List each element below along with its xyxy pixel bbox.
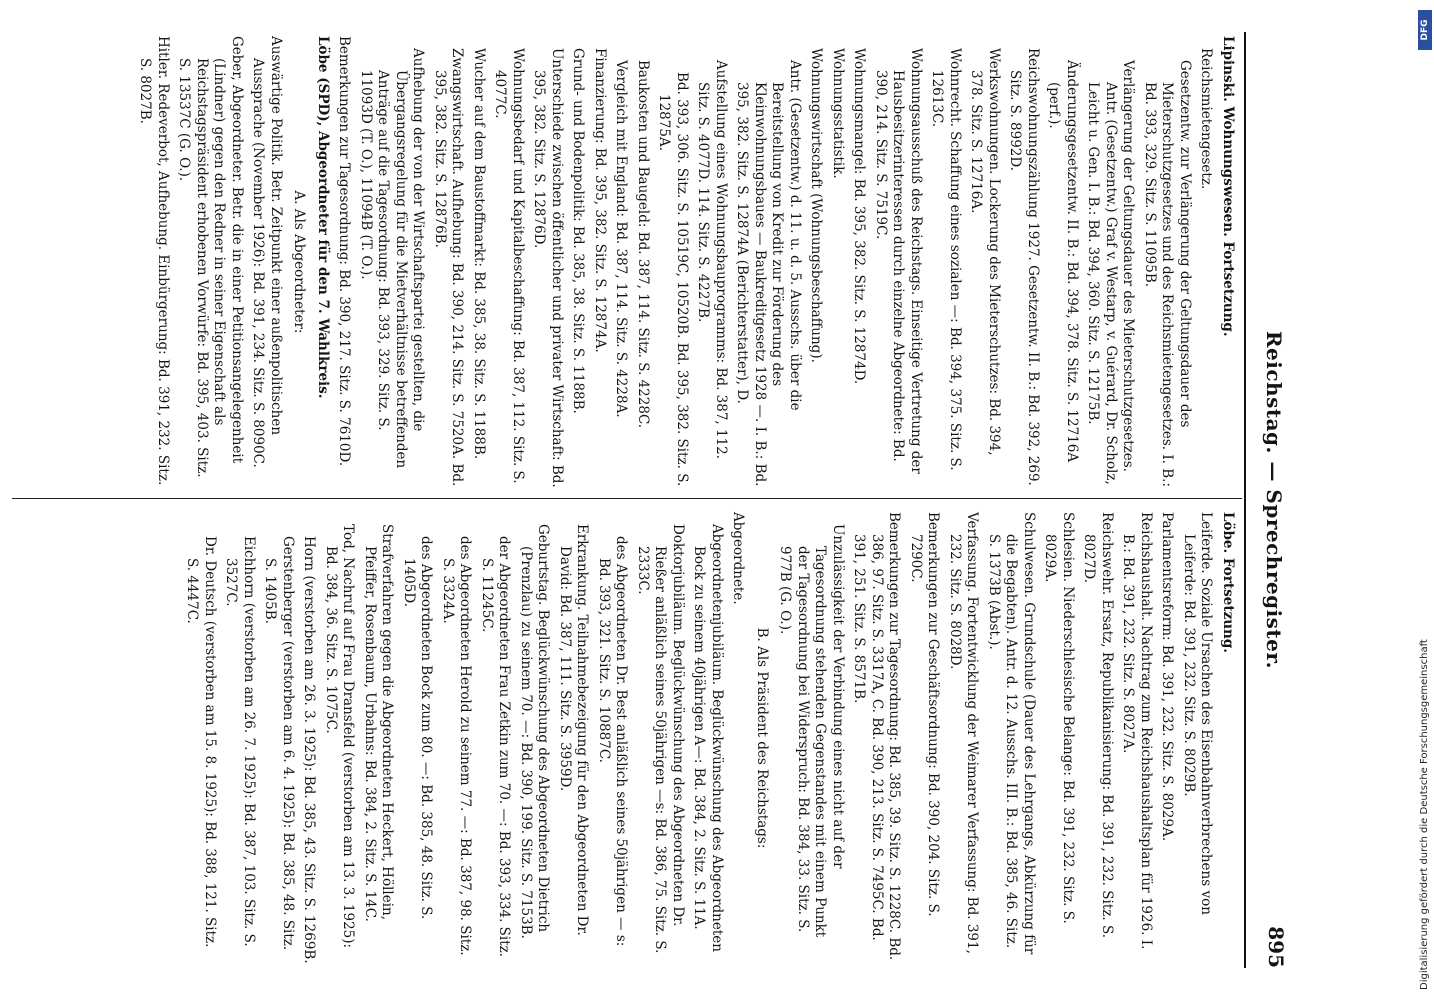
register-entry: Aufstellung eines Wohnungsbauprogramms: Bd. 387, 112. Sitz. S. 4077D. 114. Sitz. S. 4227B. bbox=[695, 60, 729, 460]
header-rule bbox=[1244, 32, 1246, 968]
register-heading: Löbe (SPD), Abgeordneter für den 7. Wahlkreis. bbox=[315, 36, 331, 399]
dfg-logo-text: DFG bbox=[1420, 19, 1430, 41]
register-entry: Wohnungsstatistik. bbox=[830, 48, 846, 179]
register-entry: Horn (verstorben am 26. 3. 1925): Bd. 385, 43. Sitz. S. 1269B. bbox=[301, 536, 318, 964]
register-entry: Wohnungsmangel: Bd. 395, 382. Sitz. S. 12874D. bbox=[851, 48, 868, 385]
register-entry: der Abgeordneten Frau Zetkin zum 70. —: Bd. 393, 334. Sitz. S. 11245C. bbox=[479, 536, 513, 958]
register-entry: Unzulässigkeit der Verbindung eines nicht auf der Tagesordnung stehenden Gegenstandes mit einem Punkt der Tagesordnung bei Widerspruch: Bd. 384, 33. Sitz. S. 977B (G. O.). bbox=[777, 524, 846, 938]
running-title: Reichstag. — Sprechregister. bbox=[1262, 330, 1286, 670]
register-heading: Lipinski. Wohnungswesen. Fortsetzung. bbox=[1220, 36, 1236, 337]
register-entry: Reichswohnungszählung 1927. Gesetzentw. II. B.: Bd. 392, 269. Sitz. S. 8992D. bbox=[1007, 48, 1041, 486]
register-entry: Auswärtige Politik. Betr. Zeitpunkt einer außenpolitischen Aussprache (November 1926): Bd. 391, 234. Sitz. S. 8090C. bbox=[250, 36, 284, 468]
register-entry: A. Als Abgeordneter: bbox=[291, 190, 308, 334]
right-column bbox=[179, 512, 1236, 964]
register-entry: Verlängerung der Geltungsdauer des Mieterschutzgesetzes. Antr. (Gesetzentw.) Graf v. Westarp, v. Guérard, Dr. Scholz, Leicht u. Gen. I. B.: Bd. 394, 360. Sitz. S. 12175B. bbox=[1085, 60, 1137, 485]
register-entry: Dr. Deutsch (verstorben am 15. 8. 1925): Bd. 388, 121. Sitz. S. 4447C. bbox=[184, 536, 218, 948]
register-entry: Reichsmietengesetz. bbox=[1198, 48, 1215, 190]
register-entry: Gesetzentw. zur Verlängerung der Geltungsdauer des Mieterschutzgesetzes und des Reichsmietengesetzes. I. B.: Bd. 393, 329. Sitz. S. 11095B. bbox=[1142, 60, 1193, 488]
register-entry: Finanzierung: Bd. 395, 382. Sitz. S. 12874A. bbox=[592, 48, 608, 353]
page-header bbox=[1250, 32, 1290, 968]
register-entry: Reichshaushalt. Nachtrag zum Reichshaushaltsplan für 1926. I. B.: Bd. 391, 232. Sitz. S. 8027A. bbox=[1120, 512, 1154, 950]
register-entry: Wohnrecht. Schaffung eines sozialen —: Bd. 394, 375. Sitz. S. 12613C. bbox=[929, 48, 963, 471]
register-entry: Bemerkungen zur Tagesordnung: Bd. 390, 217. Sitz. S. 7610D. bbox=[336, 36, 353, 467]
column-divider bbox=[12, 498, 1242, 499]
digitization-note: Digitalisierung gefördert durch die Deutsche Forschungsgemeinschaft bbox=[1419, 639, 1430, 990]
register-entry: Geber, Abgeordneter. Betr. die in einer Petitionsangelegenheit (Lindner) gegen den Redner in seiner Eigenschaft als Reichstagspräsident erhobenen Vorwürfe: Bd. 395, 403. Sitz. S. 13537C (G. O.). bbox=[176, 36, 245, 478]
register-entry: Gerstenberger (verstorben am 6. 4. 1925): Bd. 385, 48. Sitz. S. 1405B. bbox=[262, 536, 296, 951]
register-entry: Doktorjubiläum. Beglückwünschung des Abgeordneten Dr. Rießer anläßlich seines 50jährigen —s: Bd. 386, 75. Sitz. S. 2333C. bbox=[635, 524, 686, 954]
register-entry: Wohnungsbedarf und Kapitalbeschaffung: Bd. 387, 112. Sitz. S. 4077C. bbox=[492, 48, 526, 484]
register-entry: Wohnungsausschuß des Reichstags. Einseitige Vertretung der Hausbesitzerinteressen durch einzelne Abgeordnete: Bd. 390, 214. Sitz. S. 7519C. bbox=[873, 48, 924, 474]
register-entry: Reichswehr. Ersatz, Republikanisierung: Bd. 391, 232. Sitz. S. 8027D. bbox=[1081, 512, 1115, 939]
register-entry: B. Als Präsident des Reichstags: bbox=[754, 627, 770, 849]
register-entry: Bemerkungen zur Geschäftsordnung: Bd. 390, 204. Sitz. S. 7290C. bbox=[908, 512, 942, 917]
register-entry: des Abgeordneten Herold zu seinem 77. —: Bd. 387, 98. Sitz. S. 3324A. bbox=[440, 536, 474, 956]
register-entry: Unterschiede zwischen öffentlicher und privater Wirtschaft: Bd. 395, 382. Sitz. S. 12876D. bbox=[531, 48, 565, 488]
register-entry: Vergleich mit England: Bd. 387, 114. Sitz. S. 4228A. bbox=[613, 60, 630, 418]
register-entry: Hitler. Redeverbot, Aufhebung. Einbürgerung: Bd. 391, 232. Sitz. S. 8027B. bbox=[137, 36, 171, 486]
register-entry: Geburtstag. Beglückwünschung des Abgeordneten Dietrich (Prenzlau) zu seinem 70. —: Bd. 390, 199. Sitz. S. 7153B. bbox=[518, 524, 552, 939]
register-entry: Bemerkungen zur Tagesordnung: Bd. 385, 39. Sitz. S. 1228C. Bd. 386, 97. Sitz. S. 3317A, C. Bd. 390, 213. Sitz. S. 7495C. Bd. 391, 251. Sitz. S. 8571B. bbox=[851, 512, 903, 961]
register-entry: Schulwesen. Grundschule (Dauer des Lehrgangs, Abkürzung für die Begabten). Antr. d. 12. Ausschs. III. B.: Bd. 385, 46. Sitz. S. 1373B (Abst.). bbox=[986, 512, 1037, 955]
register-entry: Leiferde. Soziale Ursachen des Eisenbahnverbrechens von Leiferde: Bd. 391, 232. Sitz. S. 8029B. bbox=[1181, 512, 1215, 915]
register-entry: Tod, Nachruf auf Frau Dransfeld (verstorben am 13. 3. 1925): Bd. 384, 36. Sitz. S. 1075C. bbox=[323, 524, 357, 949]
left-column bbox=[132, 36, 1236, 488]
dfg-sidebar bbox=[1418, 10, 1432, 990]
register-entry: Zwangswirtschaft. Aufhebung: Bd. 390, 214. Sitz. S. 7520A. Bd. 395, 382. Sitz. S. 12876B. bbox=[432, 48, 466, 487]
register-entry: Baukosten und Baugeld: Bd. 387, 114. Sitz. S. 4228C. bbox=[635, 60, 651, 429]
register-entry: Abgeordnetenjubiläum. Beglückwünschung des Abgeordneten Bock zu seinem 40jährigen A—: Bd. 384, 2. Sitz. S. 11A. bbox=[691, 524, 725, 952]
register-entry: Abgeordnete. bbox=[730, 512, 747, 605]
register-entry: Parlamentsreform: Bd. 391, 232. Sitz. S. 8029A. bbox=[1159, 512, 1176, 842]
register-entry: Eichhorn (verstorben am 26. 7. 1925): Bd. 387, 103. Sitz. S. 3527C. bbox=[223, 536, 257, 947]
register-entry: Werkswohnungen. Lockerung des Mieterschutzes: Bd. 394, 378. Sitz. S. 12716A. bbox=[968, 48, 1002, 456]
register-entry: Verfassung. Fortentwicklung der Weimarer Verfassung: Bd. 391, 232. Sitz. S. 8028D. bbox=[947, 512, 981, 954]
register-entry: Aufhebung der von der Wirtschaftspartei gestellten, die Übergangsregelung für die Mietverhältnisse betreffenden Anträge auf die Tagesordnung: Bd. 393, 329. Sitz. S. 11093D (T. O.), 11094B (T. O.). bbox=[358, 48, 427, 469]
register-entry: Bd. 393, 306. Sitz. S. 10519C, 10520B. Bd. 395, 382. Sitz. S. 12875A. bbox=[656, 72, 690, 487]
register-entry: Schlesien. Niederschlesische Belange: Bd. 391, 232. Sitz. S. 8029A. bbox=[1042, 512, 1076, 924]
register-entry: Grund- und Bodenpolitik: Bd. 385, 38. Sitz. S. 1188B. bbox=[570, 48, 587, 414]
register-entry: Erkrankung. Teilnahmebezeigung für den Abgeordneten Dr. David: Bd. 387, 111. Sitz. S. 3959D. bbox=[557, 524, 591, 936]
register-heading: Löbe. Fortsetzung. bbox=[1220, 512, 1236, 653]
register-entry: Wucher auf dem Baustoffmarkt: Bd. 385, 38. Sitz. S. 1188B. bbox=[471, 48, 487, 460]
page-number: 895 bbox=[1264, 926, 1288, 968]
register-entry: Änderungsgesetzentw. II. B.: Bd. 394, 378. Sitz. S. 12716A (perf.). bbox=[1046, 60, 1080, 463]
register-entry: Strafverfahren gegen die Abgeordneten Heckert, Höllein, Pfeiffer, Rosenbaum, Urbahns: Bd. 384, 2. Sitz. S. 14C. bbox=[362, 524, 396, 922]
register-entry: Antr. (Gesetzentw.) d. 11. u. d. 5. Ausschs. über die Bereitstellung von Kredit zur Förderung des Kleinwohnungsbaues — Baukreditgesetz 1928 —. I. B.: Bd. 395, 382. Sitz. S. 12874A (Berichterstatter), D. bbox=[734, 60, 803, 487]
register-entry: des Abgeordneten Bock zum 80. —: Bd. 385, 48. Sitz. S. 1405D. bbox=[401, 536, 435, 920]
register-entry: Wohnungswirtschaft (Wohnungsbeschaffung). bbox=[808, 48, 825, 363]
register-entry: des Abgeordneten Dr. Best anläßlich seines 50jährigen — s: Bd. 393, 321. Sitz. S. 10887C. bbox=[596, 536, 630, 947]
